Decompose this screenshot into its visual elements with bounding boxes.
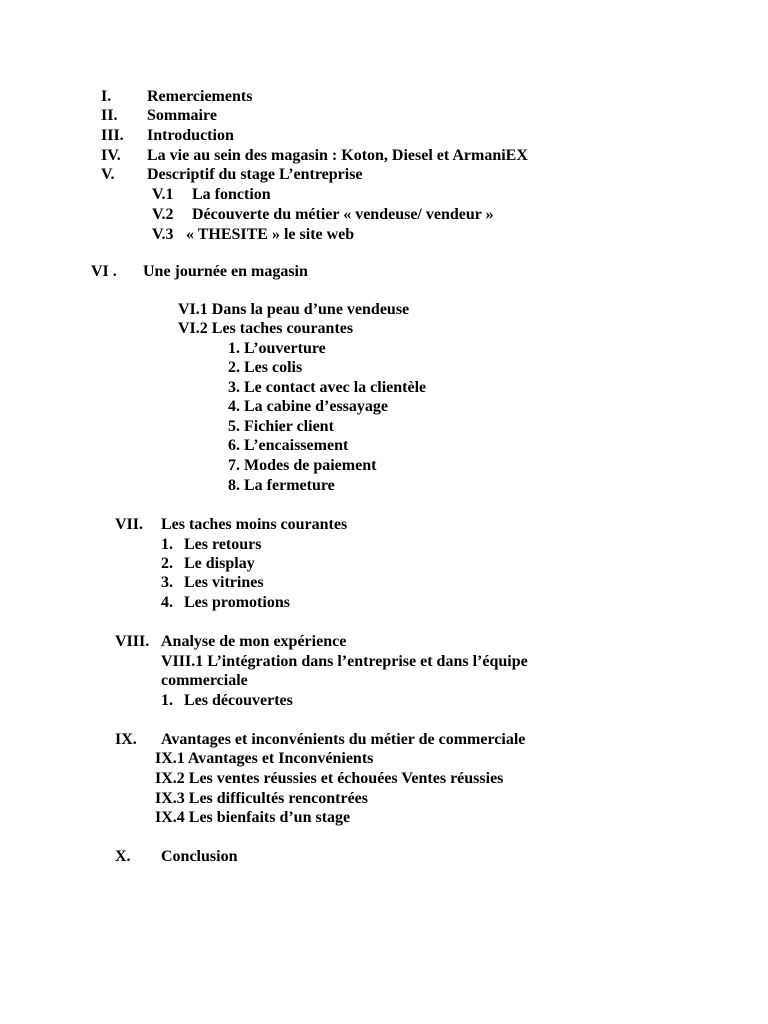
toc-number: III. (101, 127, 124, 144)
toc-title: Découverte du métier « vendeuse/ vendeur » (192, 206, 494, 223)
toc-title: Le display (184, 555, 255, 572)
toc-number: V.3 (152, 226, 174, 243)
toc-number: 3. (161, 574, 173, 591)
toc-item: 8. La fermeture (228, 477, 335, 494)
toc-number: I. (101, 88, 112, 105)
toc-item: 4. La cabine d’essayage (228, 398, 388, 415)
toc-subentry-ix4: IX.4 Les bienfaits d’un stage (155, 809, 351, 826)
toc-number: V.1 (152, 186, 174, 203)
toc-subentry-ix3: IX.3 Les difficultés rencontrées (155, 790, 368, 807)
toc-title: Les découvertes (184, 692, 293, 709)
toc-number: 1. (161, 692, 173, 709)
toc-title: Une journée en magasin (143, 263, 308, 280)
toc-subentry-viii1: VIII.1 L’intégration dans l’entreprise et dans l’équipe (161, 653, 528, 670)
toc-title: Les vitrines (184, 574, 264, 591)
toc-number: 2. (161, 555, 173, 572)
toc-title: Les promotions (184, 594, 290, 611)
toc-number: 1. (161, 536, 173, 553)
toc-title: La fonction (192, 186, 271, 203)
toc-title: Descriptif du stage L’entreprise (147, 166, 363, 183)
toc-subentry-ix1: IX.1 Avantages et Inconvénients (155, 750, 374, 767)
toc-number: VIII. (115, 633, 150, 650)
toc-number: II. (101, 107, 118, 124)
toc-number: X. (115, 848, 131, 865)
toc-title: La vie au sein des magasin : Koton, Diesel et ArmaniEX (147, 147, 528, 164)
toc-number: 4. (161, 594, 173, 611)
toc-title: « THESITE » le site web (186, 226, 355, 243)
toc-title: Sommaire (147, 107, 217, 124)
toc-title: Avantages et inconvénients du métier de commerciale (161, 731, 526, 748)
toc-item: 5. Fichier client (228, 418, 334, 435)
toc-subentry-ix2: IX.2 Les ventes réussies et échouées Ventes réussies (155, 770, 504, 787)
toc-subentry-vi2: VI.2 Les taches courantes (178, 320, 354, 337)
toc-title: Introduction (147, 127, 234, 144)
toc-item: 3. Le contact avec la clientèle (228, 379, 427, 396)
toc-subentry-vi1: VI.1 Dans la peau d’une vendeuse (178, 301, 410, 318)
toc-title: Conclusion (161, 848, 238, 865)
toc-title: Analyse de mon expérience (161, 633, 347, 650)
toc-title: Les retours (184, 536, 262, 553)
toc-title: Remerciements (147, 88, 253, 105)
toc-item: 1. L’ouverture (228, 340, 326, 357)
toc-number: IX. (115, 731, 137, 748)
toc-number: V.2 (152, 206, 174, 223)
toc-number: VII. (115, 516, 144, 533)
toc-number: V. (101, 166, 115, 183)
toc-title: Les taches moins courantes (161, 516, 348, 533)
toc-item: 6. L’encaissement (228, 437, 349, 454)
toc-number: VI . (91, 263, 117, 280)
toc-item: 7. Modes de paiement (228, 457, 377, 474)
toc-item: 2. Les colis (228, 359, 303, 376)
toc-number: IV. (101, 147, 121, 164)
toc-subentry-viii1-continued: commerciale (161, 672, 248, 689)
